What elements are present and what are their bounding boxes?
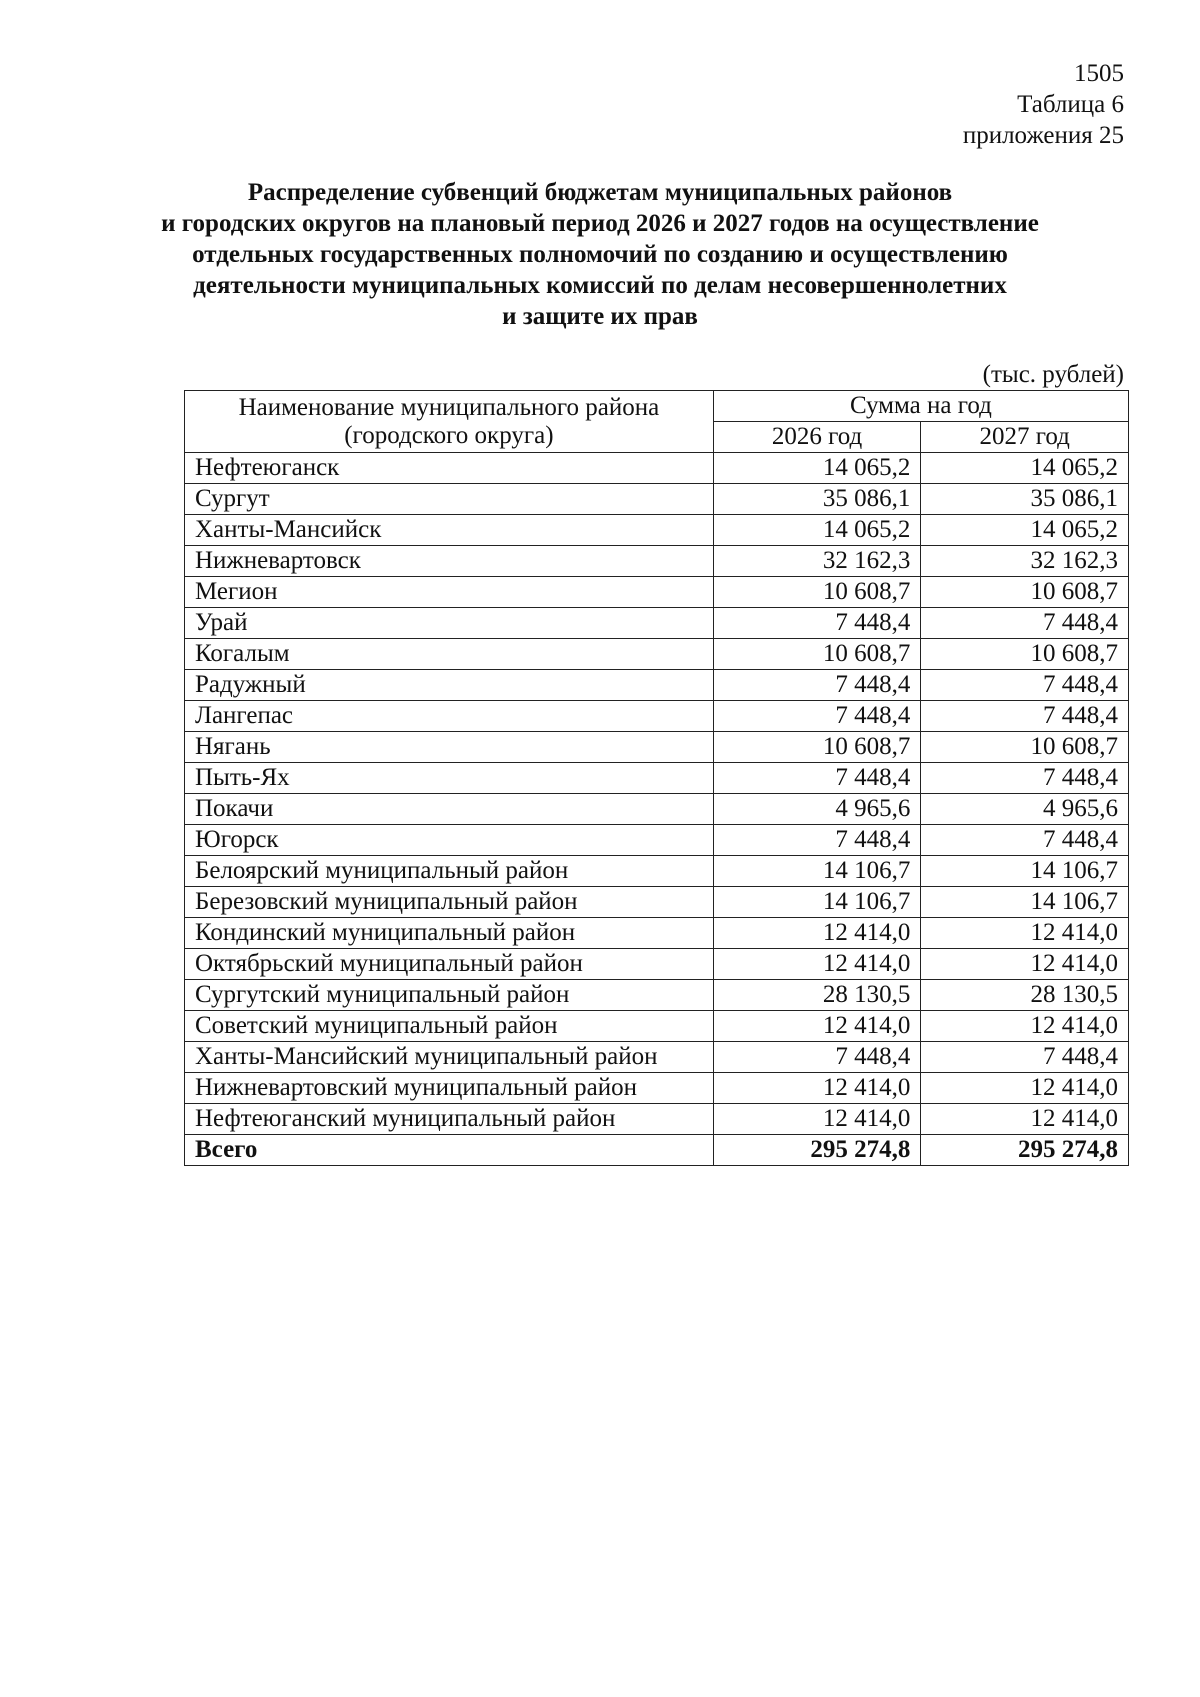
table-row xyxy=(185,1011,1129,1042)
document-title xyxy=(150,177,1050,332)
municipality-name-cell: Кондинский муниципальный район xyxy=(185,918,714,949)
municipality-name-cell: Всего xyxy=(185,1135,714,1166)
header-municipality-line1: Наименование муниципального района xyxy=(238,393,660,421)
table-row xyxy=(185,701,1129,732)
title-line: и защите их прав xyxy=(502,303,698,330)
amount-2027-cell: 28 130,5 xyxy=(921,980,1129,1011)
amount-2027-cell: 4 965,6 xyxy=(921,794,1129,825)
municipality-name-cell: Радужный xyxy=(185,670,714,701)
header-municipality xyxy=(185,391,714,453)
table-row xyxy=(185,515,1129,546)
amount-2027-cell: 7 448,4 xyxy=(921,1042,1129,1073)
title-line: и городских округов на плановый период 2026 и 2027 годов на осуществление xyxy=(161,210,1039,237)
municipality-name-cell: Югорск xyxy=(185,825,714,856)
municipality-name-cell: Белоярский муниципальный район xyxy=(185,856,714,887)
amount-2026-cell: 14 065,2 xyxy=(713,515,921,546)
header-year-2026: 2026 год xyxy=(713,422,921,453)
table-row xyxy=(185,1104,1129,1135)
page-number: 1505 xyxy=(1074,60,1124,87)
table-reference: Таблица 6 xyxy=(1017,91,1124,118)
amount-2027-cell: 12 414,0 xyxy=(921,949,1129,980)
amount-2026-cell: 10 608,7 xyxy=(713,732,921,763)
amount-2026-cell: 14 106,7 xyxy=(713,856,921,887)
table-row xyxy=(185,887,1129,918)
amount-2027-cell: 14 065,2 xyxy=(921,515,1129,546)
table-row xyxy=(185,577,1129,608)
appendix-reference: приложения 25 xyxy=(962,122,1124,149)
amount-2026-cell: 7 448,4 xyxy=(713,763,921,794)
amount-2027-cell: 7 448,4 xyxy=(921,763,1129,794)
municipality-name-cell: Октябрьский муниципальный район xyxy=(185,949,714,980)
amount-2026-cell: 7 448,4 xyxy=(713,825,921,856)
table-row xyxy=(185,484,1129,515)
amount-2027-cell: 12 414,0 xyxy=(921,1073,1129,1104)
units-label: (тыс. рублей) xyxy=(982,361,1124,388)
municipality-name-cell: Лангепас xyxy=(185,701,714,732)
title-line: деятельности муниципальных комиссий по делам несовершеннолетних xyxy=(193,272,1007,299)
amount-2026-cell: 35 086,1 xyxy=(713,484,921,515)
table-row xyxy=(185,453,1129,484)
municipality-name-cell: Сургутский муниципальный район xyxy=(185,980,714,1011)
header-municipality-line2: (городского округа) xyxy=(344,421,554,449)
table-row xyxy=(185,794,1129,825)
amount-2026-cell: 4 965,6 xyxy=(713,794,921,825)
table-row-total xyxy=(185,1135,1129,1166)
amount-2026-cell: 295 274,8 xyxy=(713,1135,921,1166)
subvention-table xyxy=(184,390,1129,1166)
amount-2026-cell: 12 414,0 xyxy=(713,949,921,980)
title-line: Распределение субвенций бюджетам муниципальных районов xyxy=(247,179,953,206)
municipality-name-cell: Нижневартовский муниципальный район xyxy=(185,1073,714,1104)
table-row xyxy=(185,546,1129,577)
municipality-name-cell: Советский муниципальный район xyxy=(185,1011,714,1042)
amount-2026-cell: 12 414,0 xyxy=(713,918,921,949)
amount-2026-cell: 12 414,0 xyxy=(713,1011,921,1042)
municipality-name-cell: Березовский муниципальный район xyxy=(185,887,714,918)
header-year-2027: 2027 год xyxy=(921,422,1129,453)
amount-2026-cell: 7 448,4 xyxy=(713,701,921,732)
amount-2027-cell: 12 414,0 xyxy=(921,1104,1129,1135)
amount-2027-cell: 7 448,4 xyxy=(921,608,1129,639)
amount-2027-cell: 12 414,0 xyxy=(921,918,1129,949)
header-annual-sum: Сумма на год xyxy=(713,391,1128,422)
amount-2027-cell: 295 274,8 xyxy=(921,1135,1129,1166)
municipality-name-cell: Покачи xyxy=(185,794,714,825)
title-line: отдельных государственных полномочий по созданию и осуществлению xyxy=(192,241,1008,268)
table-row xyxy=(185,1042,1129,1073)
amount-2027-cell: 10 608,7 xyxy=(921,577,1129,608)
table-row xyxy=(185,856,1129,887)
table-row xyxy=(185,825,1129,856)
table-row xyxy=(185,1073,1129,1104)
amount-2026-cell: 32 162,3 xyxy=(713,546,921,577)
amount-2027-cell: 7 448,4 xyxy=(921,701,1129,732)
amount-2026-cell: 14 106,7 xyxy=(713,887,921,918)
amount-2026-cell: 7 448,4 xyxy=(713,670,921,701)
amount-2027-cell: 12 414,0 xyxy=(921,1011,1129,1042)
amount-2027-cell: 35 086,1 xyxy=(921,484,1129,515)
table-row xyxy=(185,918,1129,949)
amount-2027-cell: 14 106,7 xyxy=(921,856,1129,887)
amount-2026-cell: 7 448,4 xyxy=(713,608,921,639)
municipality-name-cell: Когалым xyxy=(185,639,714,670)
amount-2026-cell: 28 130,5 xyxy=(713,980,921,1011)
municipality-name-cell: Ханты-Мансийск xyxy=(185,515,714,546)
municipality-name-cell: Урай xyxy=(185,608,714,639)
municipality-name-cell: Мегион xyxy=(185,577,714,608)
amount-2026-cell: 10 608,7 xyxy=(713,577,921,608)
amount-2027-cell: 32 162,3 xyxy=(921,546,1129,577)
amount-2027-cell: 7 448,4 xyxy=(921,670,1129,701)
table-body xyxy=(185,453,1129,1166)
amount-2027-cell: 10 608,7 xyxy=(921,732,1129,763)
amount-2027-cell: 7 448,4 xyxy=(921,825,1129,856)
municipality-name-cell: Нефтеюганский муниципальный район xyxy=(185,1104,714,1135)
amount-2027-cell: 14 106,7 xyxy=(921,887,1129,918)
amount-2026-cell: 12 414,0 xyxy=(713,1073,921,1104)
table-row xyxy=(185,608,1129,639)
page-header xyxy=(963,58,1124,151)
amount-2026-cell: 12 414,0 xyxy=(713,1104,921,1135)
table-row xyxy=(185,670,1129,701)
municipality-name-cell: Нефтеюганск xyxy=(185,453,714,484)
amount-2026-cell: 14 065,2 xyxy=(713,453,921,484)
table-row xyxy=(185,980,1129,1011)
municipality-name-cell: Нижневартовск xyxy=(185,546,714,577)
municipality-name-cell: Нягань xyxy=(185,732,714,763)
table-row xyxy=(185,639,1129,670)
amount-2026-cell: 10 608,7 xyxy=(713,639,921,670)
table-row xyxy=(185,949,1129,980)
amount-2027-cell: 14 065,2 xyxy=(921,453,1129,484)
amount-2026-cell: 7 448,4 xyxy=(713,1042,921,1073)
table-row xyxy=(185,763,1129,794)
table-row xyxy=(185,732,1129,763)
municipality-name-cell: Ханты-Мансийский муниципальный район xyxy=(185,1042,714,1073)
municipality-name-cell: Пыть-Ях xyxy=(185,763,714,794)
municipality-name-cell: Сургут xyxy=(185,484,714,515)
amount-2027-cell: 10 608,7 xyxy=(921,639,1129,670)
